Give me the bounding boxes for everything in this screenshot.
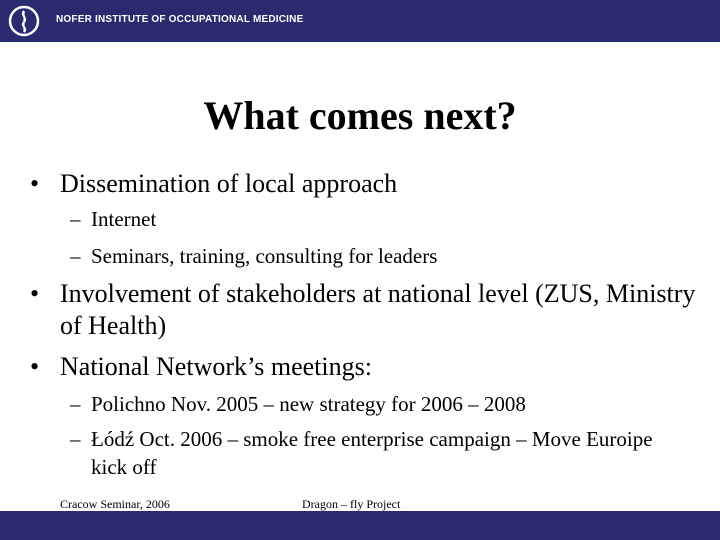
sub-bullet-text: Seminars, training, consulting for leaders bbox=[91, 244, 438, 268]
institute-name: NOFER INSTITUTE OF OCCUPATIONAL MEDICINE bbox=[56, 14, 304, 25]
bullet-marker: • bbox=[30, 169, 40, 198]
bullet-text: National Network’s meetings: bbox=[60, 352, 372, 381]
footer-bar bbox=[0, 511, 720, 540]
header-bar bbox=[0, 0, 720, 42]
footer-project: Dragon – fly Project bbox=[302, 497, 401, 511]
institute-seal-icon bbox=[8, 5, 40, 37]
bullet-text: Dissemination of local approach bbox=[60, 169, 398, 198]
sub-bullet-marker: – bbox=[70, 244, 81, 268]
sub-bullet-text: Internet bbox=[91, 207, 157, 231]
bullet-marker: • bbox=[30, 279, 40, 308]
sub-bullet-marker: – bbox=[70, 392, 81, 416]
slide-title: What comes next? bbox=[203, 93, 517, 138]
sub-bullet-marker: – bbox=[70, 207, 81, 231]
bullet-marker: • bbox=[30, 352, 40, 381]
bullet-text: Involvement of stakeholders at national level (ZUS, Ministry of Health) bbox=[60, 279, 696, 340]
sub-bullet-text: Łódź Oct. 2006 – smoke free enterprise campaign – Move Euroipe kick off bbox=[91, 427, 653, 479]
sub-bullet-marker: – bbox=[70, 427, 81, 451]
footer-seminar: Cracow Seminar, 2006 bbox=[60, 497, 170, 511]
sub-bullet-text: Polichno Nov. 2005 – new strategy for 2006 – 2008 bbox=[91, 392, 526, 416]
